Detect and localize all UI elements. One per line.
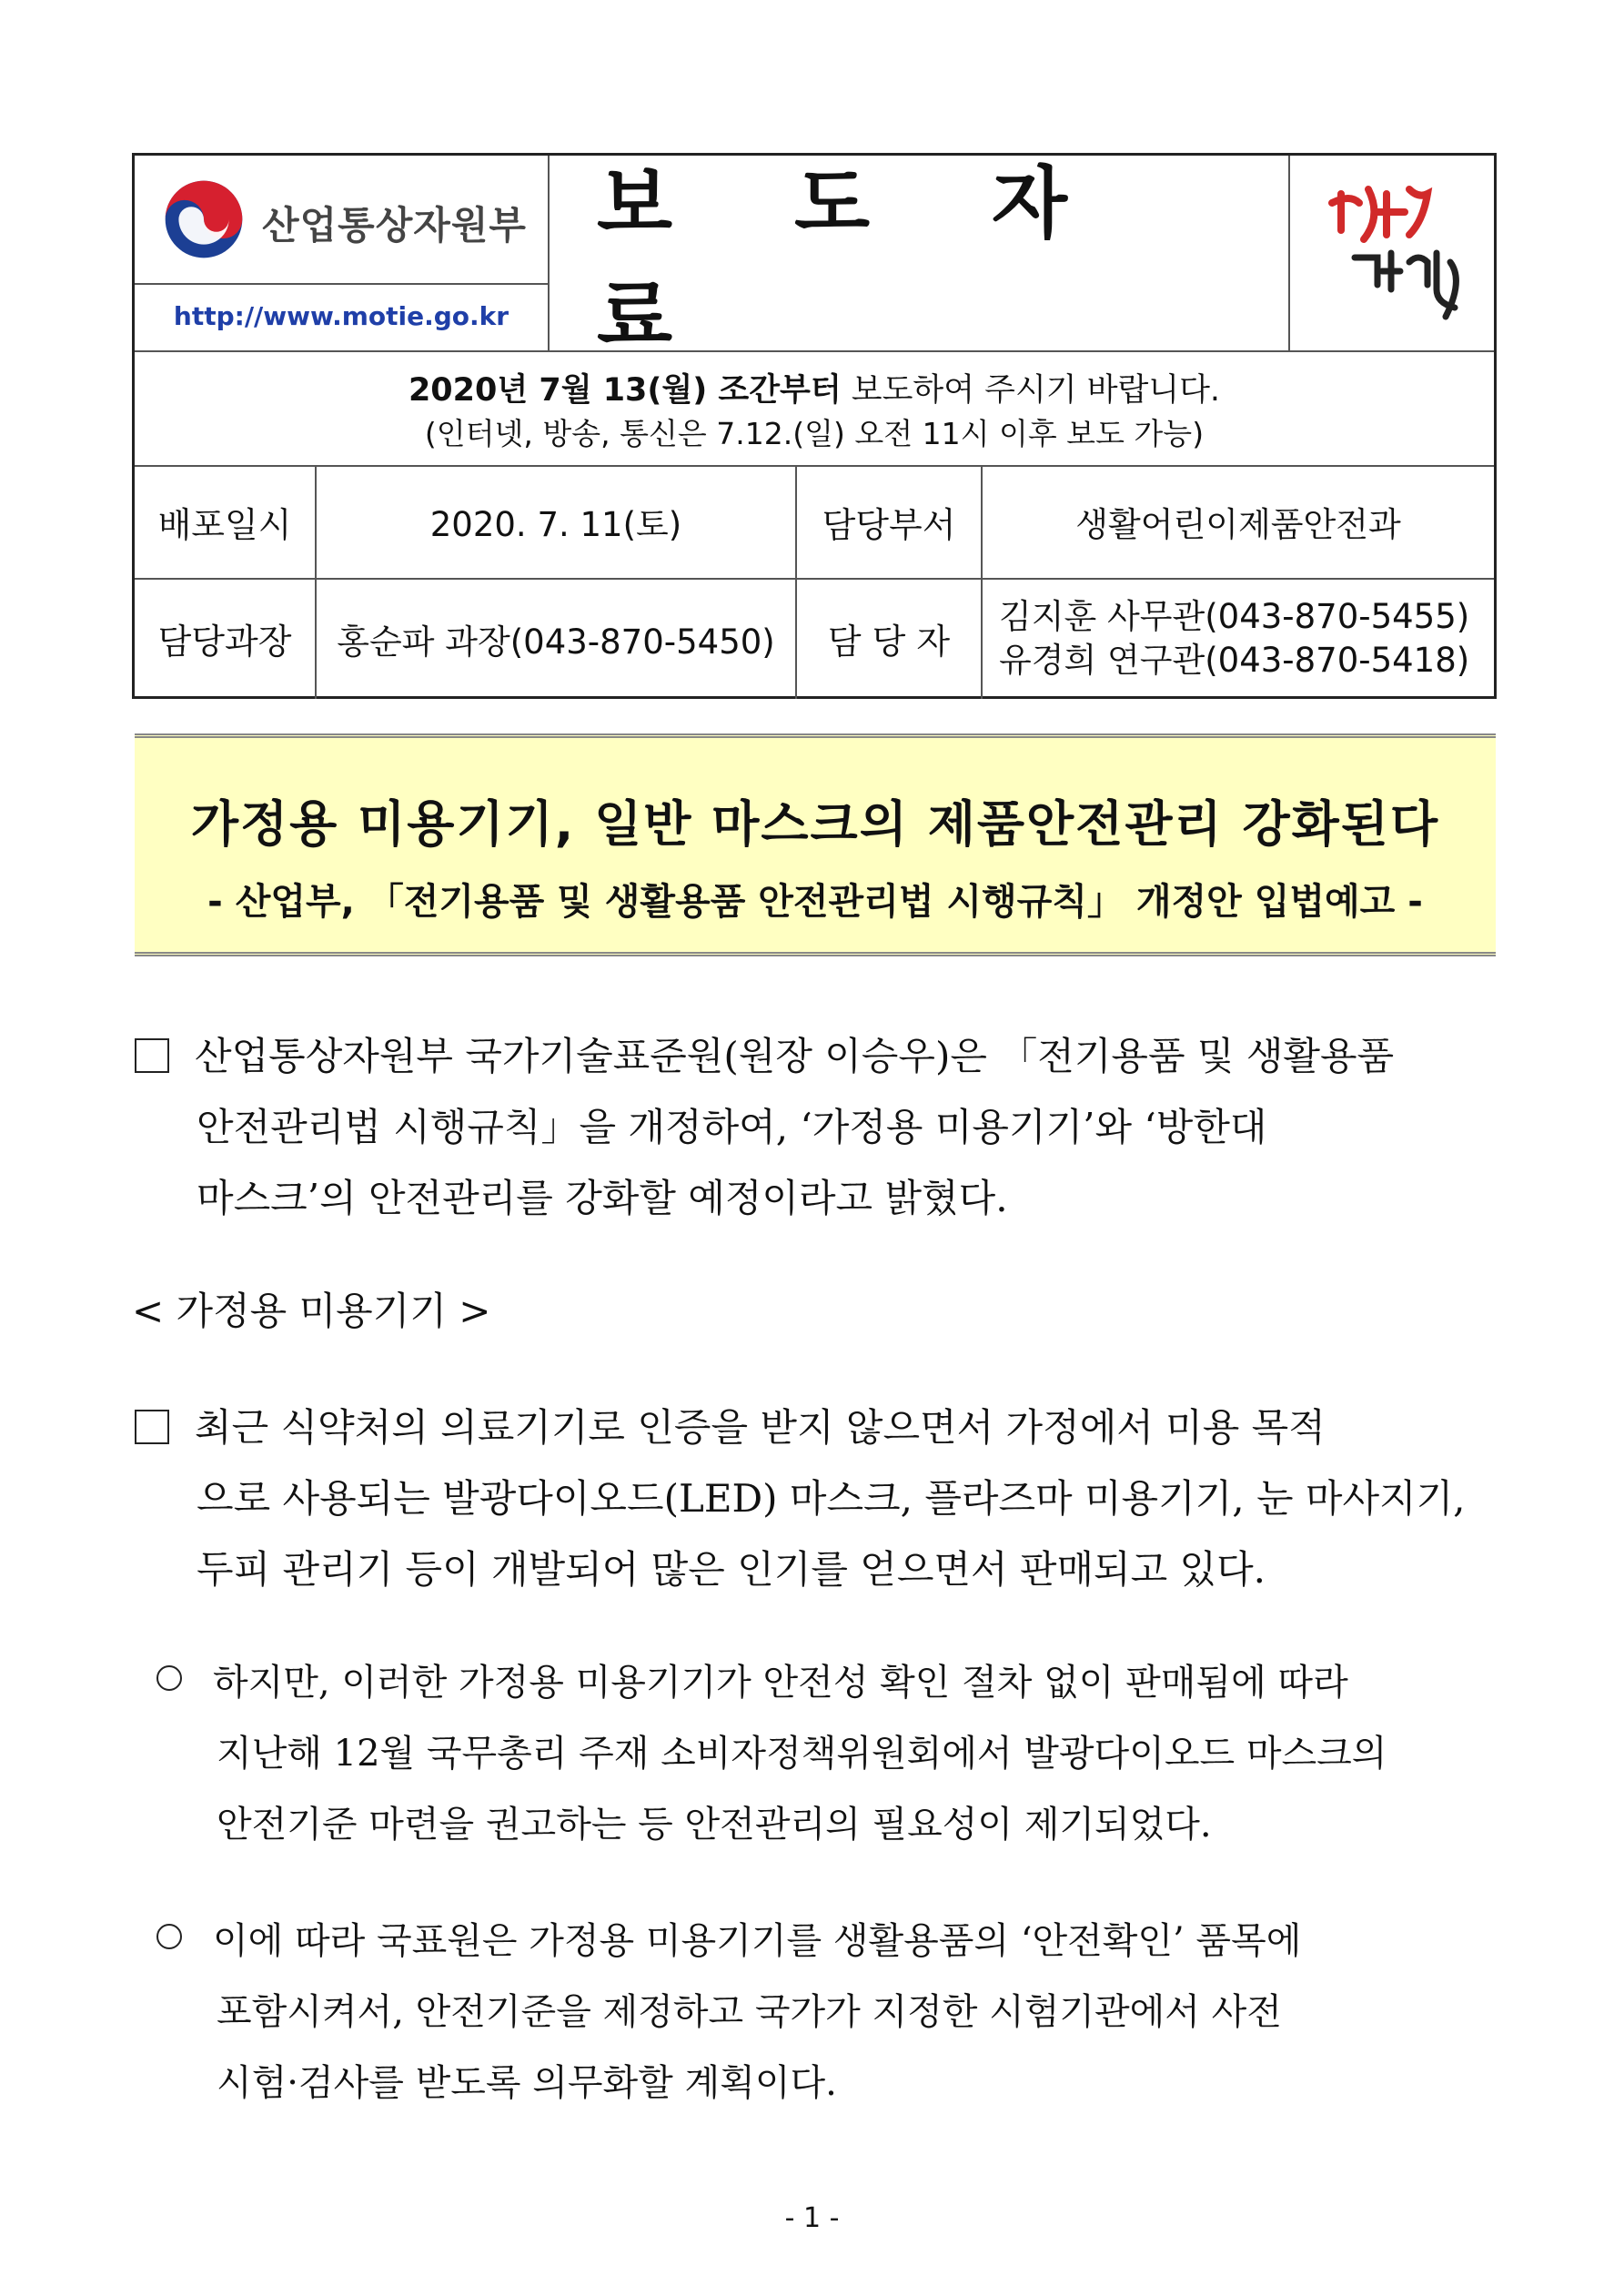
slogan-calligraphy-logo (1323, 176, 1478, 330)
embargo-line-2: (인터넷, 방송, 통신은 7.12.(일) 오전 11시 이후 보도 가능) (424, 416, 1205, 451)
paragraph-line: 이에 따라 국표원은 가정용 미용기기를 생활용품의 ‘안전확인’ 품목에 (213, 1920, 1302, 1962)
contact-row (135, 578, 1494, 699)
paragraph-line: 산업통상자원부 국가기술표준원(원장 이승우)은 「전기용품 및 생활용품 (195, 1034, 1395, 1078)
dept-label: 담당부서 (797, 465, 983, 578)
checkbox-bullet-icon (135, 1038, 169, 1073)
ministry-logo-cell (135, 156, 550, 350)
contact-person-2: 유경희 연구관(043-870-5418) (999, 640, 1470, 680)
paragraph-line: 최근 식약처의 의료기기로 인증을 받지 않으면서 가정에서 미용 목적 (195, 1405, 1326, 1450)
embargo-date: 2020년 7월 13(월) 조간부터 (408, 372, 842, 409)
manager-contact: 홍순파 과장(043-870-5450) (317, 578, 797, 699)
press-header-table (132, 153, 1497, 699)
checkbox-bullet-icon (135, 1410, 169, 1444)
dept-name: 생활어린이제품안전과 (1075, 505, 1401, 544)
embargo-line-1 (135, 365, 1494, 410)
paragraph-line: 두피 관리기 등이 개발되어 많은 인기를 얻으면서 판매되고 있다. (197, 1547, 1266, 1592)
headline-title: 가정용 미용기기, 일반 마스크의 제품안전관리 강화된다 (190, 795, 1440, 853)
embargo-row (135, 350, 1494, 467)
headline-box (135, 733, 1496, 956)
ministry-logo-area (135, 156, 548, 285)
paragraph-intro (135, 1021, 1394, 1234)
section-title: < 가정용 미용기기 > (132, 1289, 491, 1333)
contact-label: 담 당 자 (797, 578, 983, 699)
release-info-row (135, 465, 1494, 580)
circle-bullet-icon (156, 1665, 182, 1691)
paragraph-line: 안전기준 마련을 권고하는 등 안전관리의 필요성이 제기되었다. (217, 1804, 1212, 1846)
contact-person-1: 김지훈 사무관(043-870-5455) (999, 596, 1470, 636)
paragraph-line: 마스크’의 안전관리를 강화할 예정이라고 밝혔다. (197, 1176, 1008, 1220)
paragraph-background (135, 1392, 1466, 1605)
paragraph-line: 시험·검사를 받도록 의무화할 계획이다. (217, 2062, 837, 2104)
ministry-name: 산업통상자원부 (262, 203, 528, 248)
paragraph-line: 안전관리법 시행규칙」을 개정하여, ‘가정용 미용기기’와 ‘방한대 (197, 1105, 1267, 1149)
ministry-url[interactable]: http://www.motie.go.kr (173, 301, 509, 331)
manager-label: 담당과장 (135, 578, 317, 699)
headline-subtitle: - 산업부, 「전기용품 및 생활용품 안전관리법 시행규칙」 개정안 입법예고 - (207, 881, 1423, 923)
paragraph-line: 하지만, 이러한 가정용 미용기기가 안전성 확인 절차 없이 판매됨에 따라 (213, 1662, 1348, 1704)
title-cell (550, 156, 1290, 362)
header-top-row (135, 156, 1494, 362)
release-date: 2020. 7. 11(토) (317, 465, 797, 578)
paragraph-line: 지난해 12월 국무총리 주재 소비자정책위원회에서 발광다이오드 마스크의 (217, 1733, 1387, 1775)
paragraph-line: 포함시켜서, 안전기준을 제정하고 국가가 지정한 시험기관에서 사전 (217, 1991, 1282, 2033)
paragraph-plan (156, 1906, 1301, 2119)
slogan-cell (1290, 156, 1494, 350)
press-release-title: 보 도 자 료 (597, 158, 1115, 362)
paragraph-line: 으로 사용되는 발광다이오드(LED) 마스크, 플라즈마 미용기기, 눈 마사지기, (197, 1476, 1466, 1521)
taegeuk-emblem-icon (162, 177, 246, 261)
release-date-label: 배포일시 (135, 465, 317, 578)
circle-bullet-icon (156, 1924, 182, 1949)
page-number: - 1 - (784, 2202, 840, 2234)
paragraph-safety-issue (156, 1647, 1387, 1860)
contact-persons (983, 578, 1494, 699)
embargo-request: 보도하여 주시기 바랍니다. (841, 372, 1221, 409)
